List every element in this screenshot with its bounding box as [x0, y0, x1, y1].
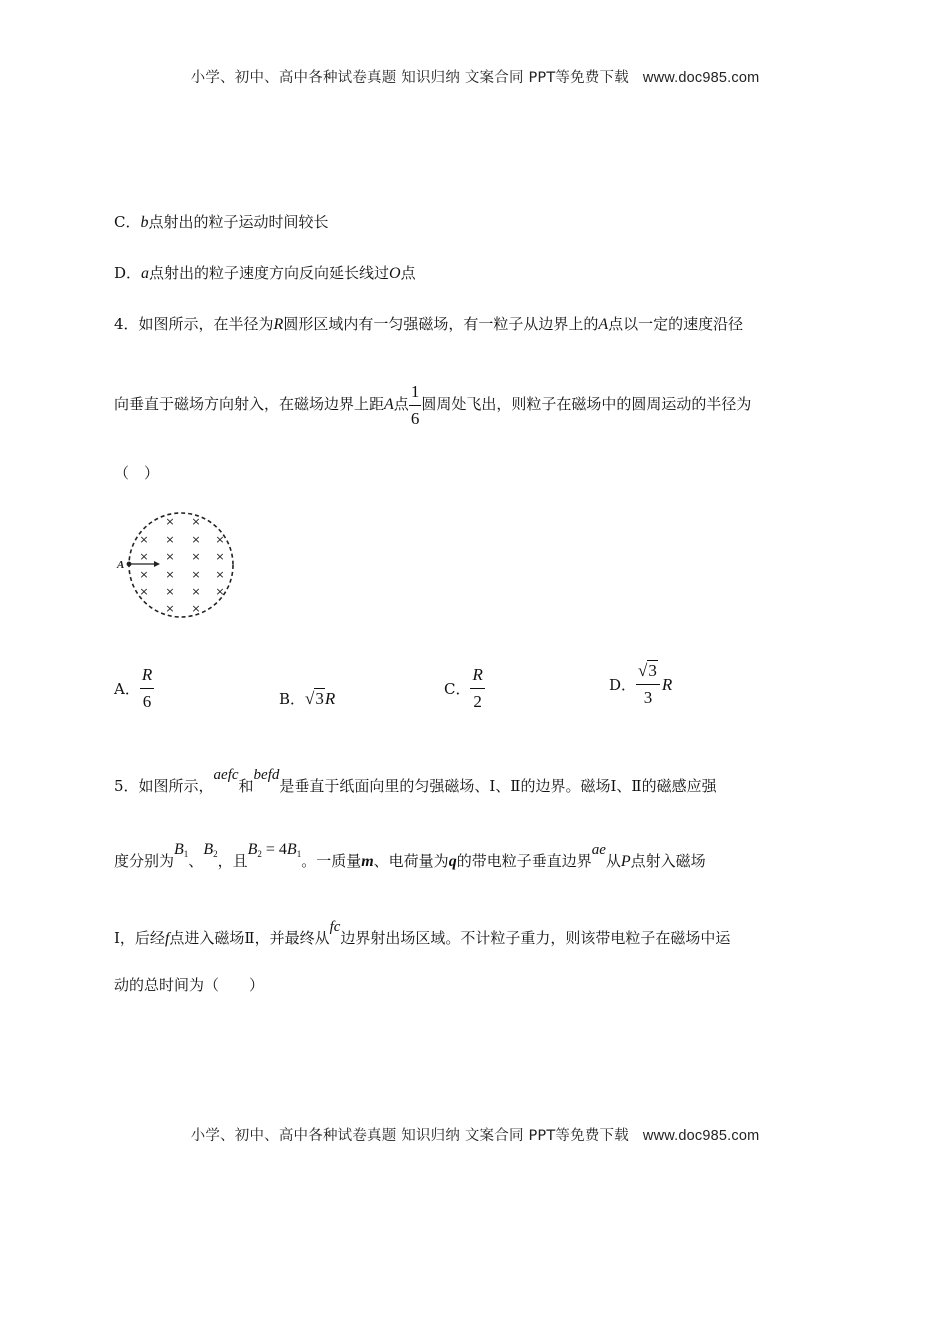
field-cross-mark: × [191, 550, 201, 563]
header-text: 小学、初中、高中各种试卷真题 知识归纳 文案合同 PPT等免费下载 [190, 70, 629, 86]
page-header [0, 66, 950, 87]
q4-option-c: C． $\frac{R}{2}$ [444, 665, 483, 711]
q4-option-d: D． $\frac{√3}{3}$ R [609, 661, 673, 707]
q4-answer-blank: （ ） [114, 464, 160, 482]
dashed-boundary-circle [129, 513, 233, 617]
q4-stem-line1: 4．如图所示，在半径为R圆形区域内有一匀强磁场，有一粒子从边界上的A点以一定的速度沿径 [114, 315, 744, 333]
field-cross-mark: × [139, 533, 149, 546]
q5-stem-line2: 度分别为$B_1$、$B_2$，且$B_2 = 4B_1$。一质量m、电荷量为q的带电粒子垂直边界ae从P点射入磁场 [114, 841, 706, 870]
field-cross-mark: × [165, 602, 175, 615]
field-cross-mark: × [191, 568, 201, 581]
q4-stem-line2: 向垂直于磁场方向射入，在磁场边界上距A点 $\frac{1}{6}$ 圆周处飞出，则粒子在磁场中的圆周运动的半径为 [114, 381, 752, 428]
arrow-head-icon [154, 561, 160, 567]
q4-option-b: B．√3R [279, 689, 336, 708]
footer-url[interactable]: www.doc985.com [642, 1128, 760, 1144]
footer-text: 小学、初中、高中各种试卷真题 知识归纳 文案合同 PPT等免费下载 [190, 1128, 629, 1144]
field-cross-mark: × [191, 515, 201, 528]
field-cross-mark: × [215, 550, 225, 563]
header-url[interactable]: www.doc985.com [642, 70, 760, 86]
fraction-one-sixth: $\frac{1}{6}$ [410, 381, 420, 428]
q3-option-c: C．b点射出的粒子运动时间较长 [114, 213, 329, 231]
field-into-page-marks [139, 515, 224, 615]
q3-option-d: D．a点射出的粒子速度方向反向延长线过O点 [114, 264, 416, 282]
b2-equals-4b1: $B_2 = 4B_1$ [247, 841, 302, 859]
magnetic-field-figure [110, 508, 242, 622]
page-footer [0, 1124, 950, 1145]
q5-stem-line3: Ⅰ，后经f点进入磁场Ⅱ，并最终从fc边界射出场区域。不计粒子重力，则该带电粒子在磁场中运 [114, 919, 731, 947]
point-a-label: A [117, 559, 125, 571]
q4-option-a: A． $\frac{R}{6}$ [114, 665, 153, 711]
field-cross-mark: × [215, 568, 225, 581]
field-cross-mark: × [165, 533, 175, 546]
field-cross-mark: × [165, 550, 175, 563]
field-cross-mark: × [191, 585, 201, 598]
field-cross-mark: × [165, 515, 175, 528]
field-cross-mark: × [215, 533, 225, 546]
field-cross-mark: × [191, 602, 201, 615]
q5-stem-line4: 动的总时间为（ ） [114, 976, 265, 994]
q5-stem-line1: 5．如图所示，aefc和befd是垂直于纸面向里的匀强磁场、Ⅰ、Ⅱ的边界。磁场Ⅰ、Ⅱ的磁感应强 [114, 767, 717, 795]
field-cross-mark: × [165, 568, 175, 581]
field-cross-mark: × [191, 533, 201, 546]
point-a-dot [127, 562, 132, 567]
field-cross-mark: × [215, 585, 225, 598]
field-cross-mark: × [139, 550, 149, 563]
field-cross-mark: × [139, 568, 149, 581]
field-cross-mark: × [139, 585, 149, 598]
field-cross-mark: × [165, 585, 175, 598]
